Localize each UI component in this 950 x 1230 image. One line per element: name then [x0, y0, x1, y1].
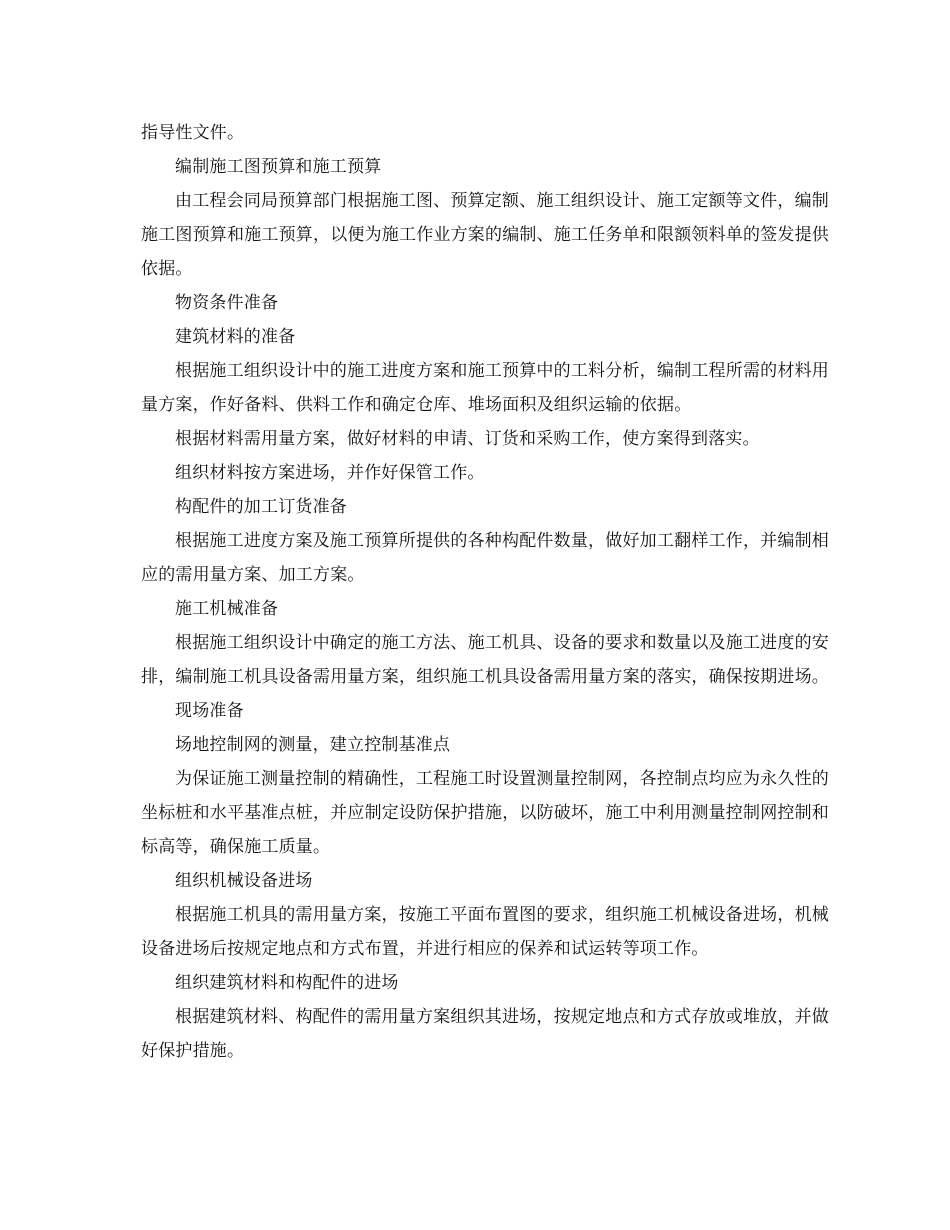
section-heading: 现场准备: [175, 701, 244, 721]
paragraph: 根据施工进度方案及施工预算所提供的各种构配件数量，做好加工翻样工作，并编制相应的需用量方案、加工方案。: [141, 531, 829, 585]
paragraph: 根据材料需用量方案，做好材料的申请、订货和采购工作，使方案得到落实。: [175, 429, 760, 449]
section-heading: 组织建筑材料和构配件的进场: [175, 973, 399, 993]
paragraph: 根据施工机具的需用量方案，按施工平面布置图的要求，组织施工机械设备进场，机械设备进场后按规定地点和方式布置，并进行相应的保养和试运转等项工作。: [141, 905, 829, 959]
section-heading: 建筑材料的准备: [175, 327, 296, 347]
section-heading: 场地控制网的测量，建立控制基准点: [175, 735, 451, 755]
paragraph: 根据施工组织设计中的施工进度方案和施工预算中的工料分析，编制工程所需的材料用量方案，作好备料、供料工作和确定仓库、堆场面积及组织运输的依据。: [141, 361, 829, 415]
paragraph: 由工程会同局预算部门根据施工图、预算定额、施工组织设计、施工定额等文件，编制施工图预算和施工预算，以便为施工作业方案的编制、施工任务单和限额领料单的签发提供依据。: [141, 191, 829, 279]
section-heading: 组织机械设备进场: [175, 871, 313, 891]
section-heading: 物资条件准备: [175, 293, 279, 313]
paragraph: 根据施工组织设计中确定的施工方法、施工机具、设备的要求和数量以及施工进度的安排，编制施工机具设备需用量方案，组织施工机具设备需用量方案的落实，确保按期进场。: [141, 633, 829, 687]
section-heading: 施工机械准备: [175, 599, 279, 619]
section-heading: 编制施工图预算和施工预算: [175, 157, 382, 177]
paragraph: 为保证施工测量控制的精确性，工程施工时设置测量控制网，各控制点均应为永久性的坐标桩和水平基准点桩，并应制定设防保护措施，以防破坏，施工中利用测量控制网控制和标高等，确保施工质量。: [141, 769, 829, 857]
paragraph: 组织材料按方案进场，并作好保管工作。: [175, 463, 485, 483]
paragraph: 指导性文件。: [141, 123, 245, 143]
document-body: [141, 116, 829, 1068]
section-heading: 构配件的加工订货准备: [175, 497, 347, 517]
paragraph: 根据建筑材料、构配件的需用量方案组织其进场，按规定地点和方式存放或堆放，并做好保护措施。: [141, 1007, 829, 1061]
